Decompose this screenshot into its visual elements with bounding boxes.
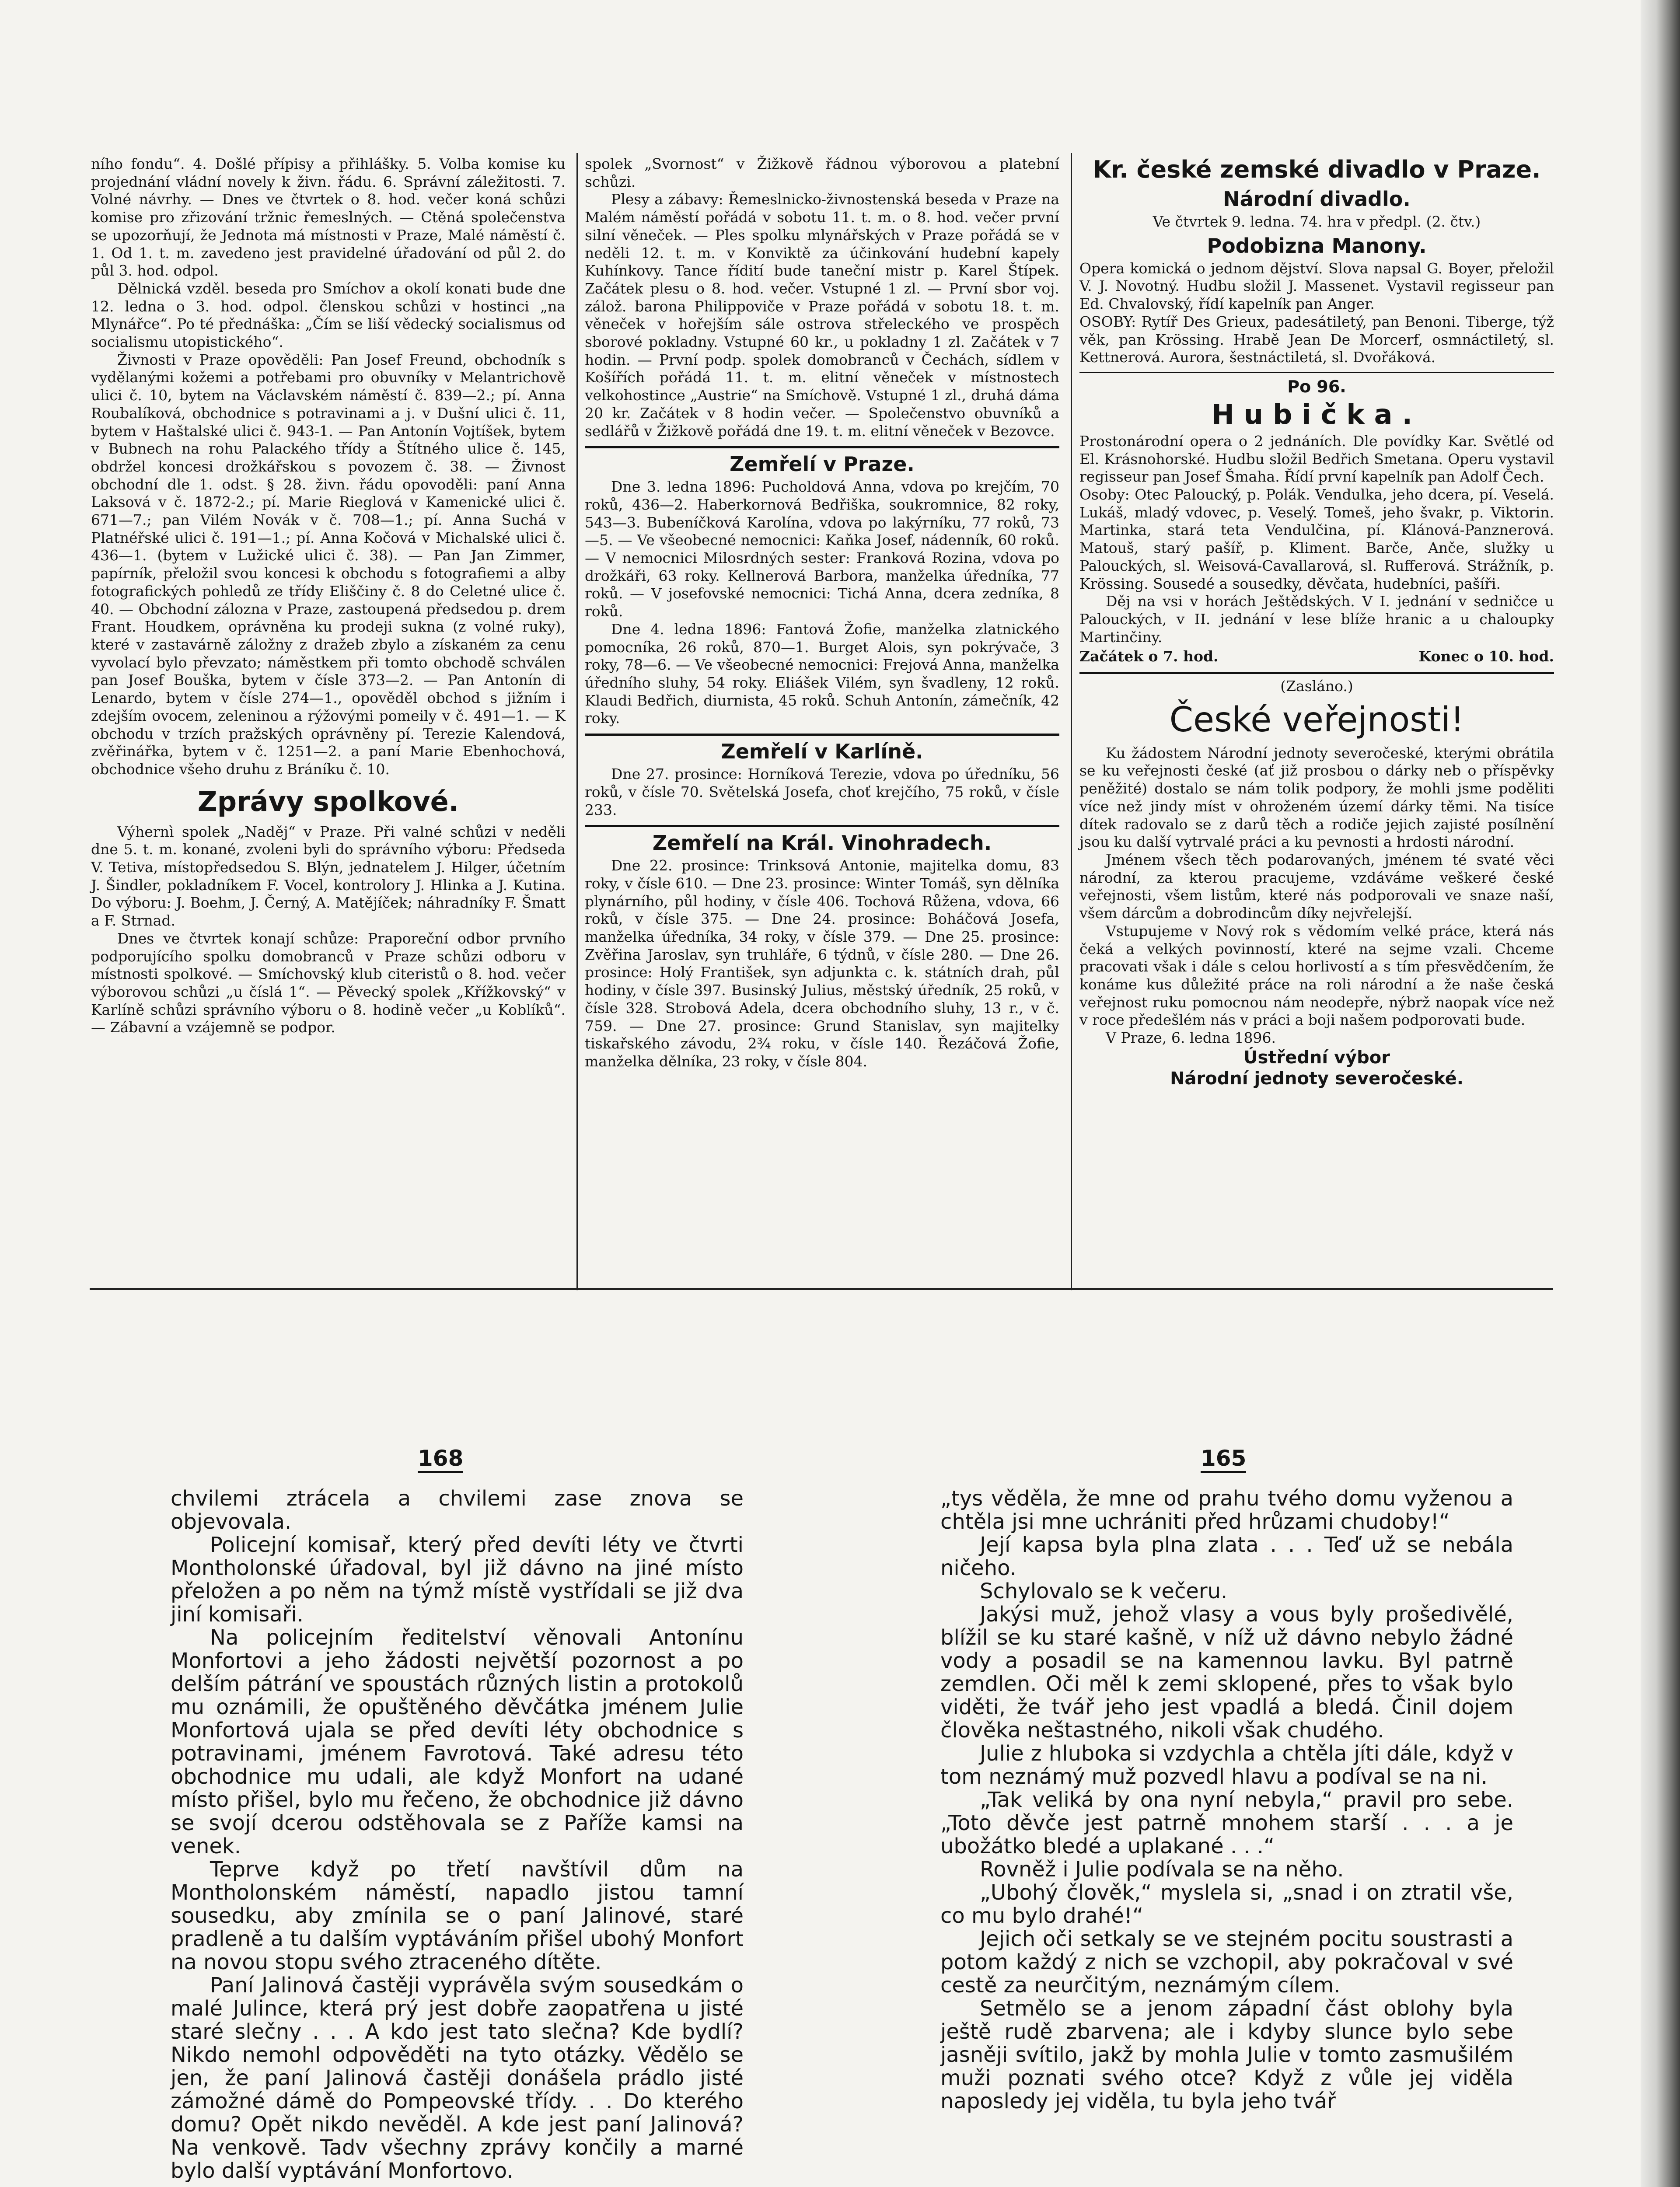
- deaths-prague-heading: Zemřelí v Praze.: [730, 452, 915, 476]
- club-news-heading: Zprávy spolkové.: [197, 785, 459, 818]
- signature-line-1: Ústřední výbor: [1243, 1047, 1390, 1068]
- play-2-description: Prostonárodní opera o 2 jednáních. Dle povídky Kar. Světlé od El. Krásnohorské. Hudbu složil Bedřich Smetana. Operu vystavil regisseur pan Josef Šmaha. Řídí první kapelník pan Adolf Čech.: [1079, 432, 1554, 486]
- signature-line-2: Národní jednoty severočeské.: [1170, 1068, 1463, 1089]
- play-2-setting: Děj na vsi v horách Ještědských. V I. jednání v sedničce u Palouckých, v II. jednání v lese blíže hranic a u chaloupky Martinčiny.: [1079, 593, 1554, 646]
- divider: [1079, 672, 1554, 674]
- theatre-subtitle: Národní divadlo.: [1223, 187, 1411, 211]
- right-page-number: 165: [1201, 1446, 1246, 1473]
- novel-paragraph: „tys věděla, že mne od prahu tvého domu vyženou a chtěla jsi mne uchrániti před hrůzami chudoby!“: [940, 1486, 1513, 1534]
- theatre-title: Kr. české zemské divadlo v Praze.: [1093, 156, 1541, 183]
- divider: [585, 825, 1059, 827]
- appeal-text-3: Vstupujeme v Nový rok s vědomím velké práce, která nás čeká a velkých povinností, které na sejme vzali. Chceme pracovati však i dále s celou horlivostí a s tím přesvědčením, že konáme kus důležité práce na roli národní a že naše česká veřejnost ruku pomocnou nám neodepře, nýbrž naopak více než v roce předešlém nás v práci a boji našem podporovati bude.: [1079, 922, 1554, 1029]
- novel-paragraph: Setmělo se a jenom západní část oblohy byla ještě rudě zbarvena; ale i kdyby slunce bylo sebe jasněji svítilo, jakž by mohla Julie v tomto zasmušilém muži poznati svého otce? Když z vůle jej viděla naposledy jej viděla, tu byla jeho tvář: [940, 1996, 1513, 2114]
- novel-paragraph: Na policejním ředitelství věnovali Antonínu Monfortovi a jeho žádosti největší pozornost a po delším pátrání ve spoustách různých listin a protokolů mu oznámili, že opuštěného děvčátka jménem Julie Monfortová ujala se před devíti léty obchodnice s potravinami, jménem Favrotová. Také adresu této obchodnice mu udali, ale když Monfort na udané místo přišel, bylo mu řečeno, že obchodnice již dávno se svojí dcerou odstěhovala se z Paříže kamsi na venek.: [171, 1625, 744, 1859]
- sent-in-label: (Zasláno.): [1280, 678, 1353, 695]
- divider: [585, 734, 1059, 736]
- novel-paragraph: Teprve když po třetí navštívil dům na Montholonském náměstí, napadlo jistou tamní sousedku, aby zmínila se o paní Jalinové, staré pradleně a tu dalším vyptáváním přišel ubohý Monfort na novou stopu svého ztraceného dítěte.: [171, 1857, 744, 1974]
- novel-paragraph: Paní Jalinová častěji vyprávěla svým sousedkám o malé Julince, která prý jest dobře zaopatřena u jisté staré slečny . . . A kdo jest tato slečna? Kde bydlí? Nikdo nemohl odpověděti na tyto otázky. Vědělo se jen, že paní Jalinová častěji donášela prádlo jisté zámožné dámě do Pompeovské třídy. . . Do kterého domu? Opět nikdo nevěděl. A kde jest paní Jalinová? Na venkově. Tadv všechny zprávy končily a marné bylo další vyptávání Monfortovo.: [171, 1973, 744, 2183]
- column-left-text-1: ního fondu“. 4. Došlé přípisy a přihlášky. 5. Volba komise ku projednání vládní novely k živn. řádu. 6. Správní záležitosti. 7. Volné návrhy. — Dnes ve čtvrtek o 8. hod. večer koná schůzi komise pro zřizování tržnic řemeslných. — Ctěná společenstva se upozorňují, že Jednota má místnosti v Praze, Malé náměstí č. 1. Od 1. t. m. zavedeno jest pravidelné úřadování od půl 2. do půl 3. hod. odpol.: [91, 155, 566, 279]
- novel-paragraph: Jejich oči setkaly se ve stejném pocitu soustrasti a potom každý z nich se vzchopil, aby pokračoval v své cestě za neurčitým, neznámým cílem.: [940, 1927, 1513, 1998]
- column-divider-2: [1071, 153, 1072, 1290]
- page-edge-shadow: [1641, 0, 1680, 2187]
- novel-paragraph: chvilemi ztrácela a chvilemi zase znova se objevovala.: [171, 1486, 744, 1534]
- appeal-place-date: V Praze, 6. ledna 1896.: [1106, 1029, 1276, 1047]
- club-news-text-1: Výhernì spolek „Naděj“ v Praze. Při valné schůzi v neděli dne 5. t. m. konané, zvoleni byli do správního výboru: Předseda V. Tetiva, místopředsedou S. Blýn, jednatelem J. Hilger, účetním J. Šindler, pokladníkem F. Vocel, kontrolory J. Hlinka a J. Kutina. Do výboru: J. Boehm, J. Černý, A. Matějíček; náhradníky F. Šmatt a F. Strnad.: [91, 823, 566, 929]
- novel-paragraph: „Tak veliká by ona nyní nebyla,“ pravil pro sebe. „Toto děvče jest patrně mnohem starší . . . a je ubožátko bledé a uplakané . . .“: [940, 1788, 1513, 1859]
- end-time: Konec o 10. hod.: [1418, 648, 1554, 665]
- novel-paragraph: Julie z hluboka si vzdychla a chtěla jíti dále, když v tom neznámý muž pozvedl hlavu a podíval se na ni.: [940, 1741, 1513, 1789]
- section-divider: [90, 1288, 1553, 1290]
- column-middle: [585, 155, 1059, 1071]
- divider: [1079, 372, 1554, 373]
- workers-society-note: Dělnická vzděl. beseda pro Smíchov a okolí konati bude dne 12. ledna o 3. hod. odpol. členskou schůzi v hostinci „na Mlynářce“. Po té přednáška: „Čím se liší vědecký socialismus od socialismu utopistického“.: [91, 279, 566, 351]
- deaths-karlin-text: Dne 27. prosince: Horníková Terezie, vdova po úředníku, 56 roků, v čísle 70. Světelská Josefa, choť krejčího, 75 roků, v čísle 233.: [585, 765, 1059, 818]
- trade-licenses-note: Živnosti v Praze opověděli: Pan Josef Freund, obchodník s vydělanými kožemi a potřebami pro obuvníky v Melantrichově ulici č. 10, bytem na Václavském náměstí č. 839—2.; pí. Anna Roubalíková, obchodnice s potravinami a j. v Dušní ulici č. 11, bytem v Haštalské ulici č. 943-1. — Pan Antonín Vojtíšek, bytem v Bubnech na rohu Palackého třídy a Štítného ulice č. 145, obdržel koncesi drožkářskou s povozem č. 38. — Živnost obchodní dle 1. odst. § 28. živn. řádu opovoděli: paní Anna Laksová v č. 1872-2.; pí. Marie Rieglová v Kamenické ulici č. 671—7.; pan Vilém Novák v č. 708—1.; pí. Anna Suchá v Platnéřské ulici č. 191—1.; pí. Anna Kočová v Michalské ulici č. 436—1. (bytem v Lužické ulici č. 38). — Pan Jan Zimmer, papírník, přeložil svou koncesi k obchodu s fotografiemi a alby fotografických pohledů ze třídy Eliščiny č. 8 do Celetné ulice č. 40. — Obchodní zálozna v Praze, zastoupená předsedou p. drem Frant. Houdkem, oprávněna ku prodeji sukna (z volné ruky), které v zastavárně záložny z dražeb zbylo a získaném za cenu vyvolací bylo převzato; náměstkem při tomto obchodě schválen pan Josef Bouška, bytem v čísle 373—2. — Pan Antonín di Lenardo, bytem v čísle 274—1., opověděl obchod s jižním i zdejším ovocem, zeleninou a rýžovými pomeily v č. 491—1. — K obchodu v trzích pražských oprávněny pí. Terezie Kalendová, zvěřinářka, bytem v č. 1251—2. a paní Marie Ebenhochová, obchodnice všeho druhu z Bráníku č. 10.: [91, 351, 566, 778]
- novel-paragraph: Rovněž i Julie podívala se na něho.: [980, 1857, 1344, 1882]
- appeal-title: České veřejnosti!: [1169, 700, 1464, 740]
- left-page-number: 168: [418, 1446, 463, 1473]
- column-left: [91, 155, 566, 1037]
- appeal-text-2: Jménem všech těch podarovaných, jménem té svaté věci národní, za kterou pracujeme, vzdáváme veškeré české veřejnosti, všem listům, které nás podporovali ve snaze naší, všem dárcům a dobrodincům díky nejvřelejší.: [1079, 851, 1554, 922]
- novel-right-page: [940, 1487, 1513, 2113]
- deaths-prague-text-2: Dne 4. ledna 1896: Fantová Žofie, manželka zlatnického pomocníka, 26 roků, 870—1. Burget Alois, syn pokrývače, 3 roky, 78—6. — Ve všeobecné nemocnici: Frejová Anna, manželka úředního sluhy, 54 roky. Eliášek Vilém, syn švadleny, 12 roků. Klaudi Bedřich, diurnista, 45 roků. Schuh Antonín, zámečník, 42 roky.: [585, 620, 1059, 727]
- play-1-title: Podobizna Manony.: [1207, 234, 1427, 258]
- play-2-cast: Osoby: Otec Paloucký, p. Polák. Vendulka, jeho dcera, pí. Veselá. Lukáš, mladý vdovec, p. Veselý. Tomeš, jeho švakr, p. Viktorin. Martinka, stará teta Vendulčina, pí. Klánová-Panznerová. Matouš, starý pašíř, p. Kliment. Barče, Anče, služky u Palouckých, sl. Weisová-Cavallarová, sl. Rufferová. Strážník, p. Krössing. Sousedé a sousedky, děvčata, hudebníci, pašíři.: [1079, 486, 1554, 592]
- play-1-cast: OSOBY: Rytíř Des Grieux, padesátiletý, pan Benoni. Tiberge, týž věk, pan Krössing. Hrabě Jean De Morcerf, osmnáctiletý, sl. Kettnerová. Aurora, šestnáctiletá, sl. Dvořáková.: [1079, 313, 1554, 366]
- column-middle-text-1: spolek „Svornost“ v Žižkově řádnou výborovou a platební schůzi.: [585, 155, 1059, 190]
- divider: [585, 446, 1059, 448]
- start-time: Začátek o 7. hod.: [1079, 648, 1219, 665]
- deaths-prague-text-1: Dne 3. ledna 1896: Pucholdová Anna, vdova po krejčím, 70 roků, 436—2. Haberkornová Bedřiška, soukromnice, 82 roky, 543—3. Bubeníčková Karolína, vdova po lakýrníku, 77 roků, 73—5. — Ve všeobecné nemocnici: Kaňka Josef, nádenník, 60 roků. — V nemocnici Milosrdných sester: Franková Rozina, vdova po drožkáři, 63 roky. Kellnerová Barbora, manželka úředníka, 77 roků. — V josefovské nemocnici: Tichá Anna, dcera zedníka, 8 roků.: [585, 478, 1059, 620]
- theatre-date: Ve čtvrtek 9. ledna. 74. hra v předpl. (2. čtv.): [1153, 213, 1481, 230]
- play-2-title: Hubička.: [1211, 398, 1422, 430]
- after-note: Po 96.: [1287, 377, 1346, 396]
- novel-paragraph: Policejní komisař, který před devíti léty ve čtvrti Montholonské úřadoval, byl již dávno na jiné místo přeložen a po něm na týmž místě vystřídali se již dva jiní komisaři.: [171, 1533, 744, 1627]
- novel-paragraph: Schylovalo se k večeru.: [980, 1579, 1228, 1604]
- play-1-description: Opera komická o jednom dějství. Slova napsal G. Boyer, přeložil V. J. Novotný. Hudbu složil J. Massenet. Vystavil regisseur pan Ed. Chvalovský, řídí kapelník pan Anger.: [1079, 259, 1554, 313]
- novel-paragraph: „Ubohý člověk,“ myslela si, „snad i on ztratil vše, co mu bylo drahé!“: [940, 1880, 1513, 1928]
- balls-and-parties: Plesy a zábavy: Řemeslnicko-živnostenská beseda v Praze na Malém náměstí pořádá v sobotu 11. t. m. o 8. hod. večer první silní věneček. — Ples spolku mlynářských v Praze pořádá se v neděli 12. t. m. v Konviktě za účinkování hudební kapely Kuhínkovy. Tance řídití bude taneční mistr p. Karel Štípek. Začátek plesu o 8. hod. večer. Vstupné 1 zl. — První sbor voj. zálož. barona Philippoviče v Praze pořádá v sobotu 18. t. m. věneček v hořejším sále ostrova střeleckého ve prospěch sborové pokladny. Vstupné 60 kr., u pokladny 1 zl. Začátek v 7 hodin. — První podp. spolek domobranců v Čechách, sídlem v Košířích pořádá 11. t. m. elitní věneček v místnostech velkohostince „Austrie“ na Smíchově. Vstupné 1 zl., druhá dáma 20 kr. Začátek v 8 hodin večer. — Společenstvo obuvníků a sedlářů v Žižkově pořádá dne 19. t. m. elitní věneček v Bezovce.: [585, 191, 1059, 440]
- play-2-times: [1079, 648, 1554, 666]
- column-divider-1: [576, 153, 578, 1290]
- deaths-vinohrady-text: Dne 22. prosince: Trinksová Antonie, majitelka domu, 83 roky, v čísle 610. — Dne 23. prosince: Winter Tomáš, syn dělníka plynárního, půl hodiny, v čísle 406. Tochová Růžena, vdova, 66 roků, v čísle 375. — Dne 24. prosince: Boháčová Josefa, manželka úředníka, 34 roky, v čísle 379. — Dne 25. prosince: Zvěřina Jaroslav, syn truhláře, 6 týdnů, v čísle 280. — Dne 26. prosince: Holý František, syn adjunkta c. k. státních drah, půl hodiny, v čísle 397. Businský Julius, městský úředník, 25 roků, v čísle 328. Strobová Adela, dcera obchodního sluhy, 13 r., v č. 759. — Dne 27. prosince: Grund Stanislav, syn majitelky tiskařského závodu, 2¾ roku, v čísle 140. Řezáčová Žofie, manželka dělníka, 23 roky, v čísle 804.: [585, 857, 1059, 1070]
- deaths-karlin-heading: Zemřelí v Karlíně.: [721, 740, 923, 764]
- column-right: [1079, 155, 1554, 1089]
- novel-left-page: [171, 1487, 744, 2183]
- club-news-text-2: Dnes ve čtvrtek konají schůze: Praporeční odbor prvního podporujícího spolku domobranců v Praze schůzi odboru v místnosti spolkové. — Smíchovský klub citeristů o 8. hod. večer výborovou schůzi „u číslá 1“. — Pěvecký spolek „Křížkovský“ v Karlíně schůzi správního výboru o 8. hodině večer „u Koblíků“. — Zábavní a vzájemně se podpor.: [91, 929, 566, 1036]
- novel-paragraph: Její kapsa byla plna zlata . . . Teď už se nebála ničeho.: [940, 1533, 1513, 1580]
- deaths-vinohrady-heading: Zemřelí na Král. Vinohradech.: [652, 831, 992, 855]
- appeal-text-1: Ku žádostem Národní jednoty severočeské, kterými obrátila se ku veřejnosti české (ať již prosbou o dárky neb o příspěvky peněžité) dostalo se nám tolik podpory, že mohli jsme poděliti více než jindy míst v ohroženém území dárky těmi. Na tisíce dítek radovalo se z darů těch a rodiče jejich zajisté posílnění jsou ku další vytrvalé práci a ku pevnosti a hrdosti národní.: [1079, 744, 1554, 851]
- novel-paragraph: Jakýsi muž, jehož vlasy a vous byly prošedivělé, blížil se ku staré kašně, v níž už dávno nebylo žádné vody a posadil se na kamennou lavku. Byl patrně zemdlen. Oči měl k zemi sklopené, přes to však bylo viděti, že tvář jeho jest vpadlá a bledá. Činil dojem člověka neštastného, nikoli však chudého.: [940, 1602, 1513, 1743]
